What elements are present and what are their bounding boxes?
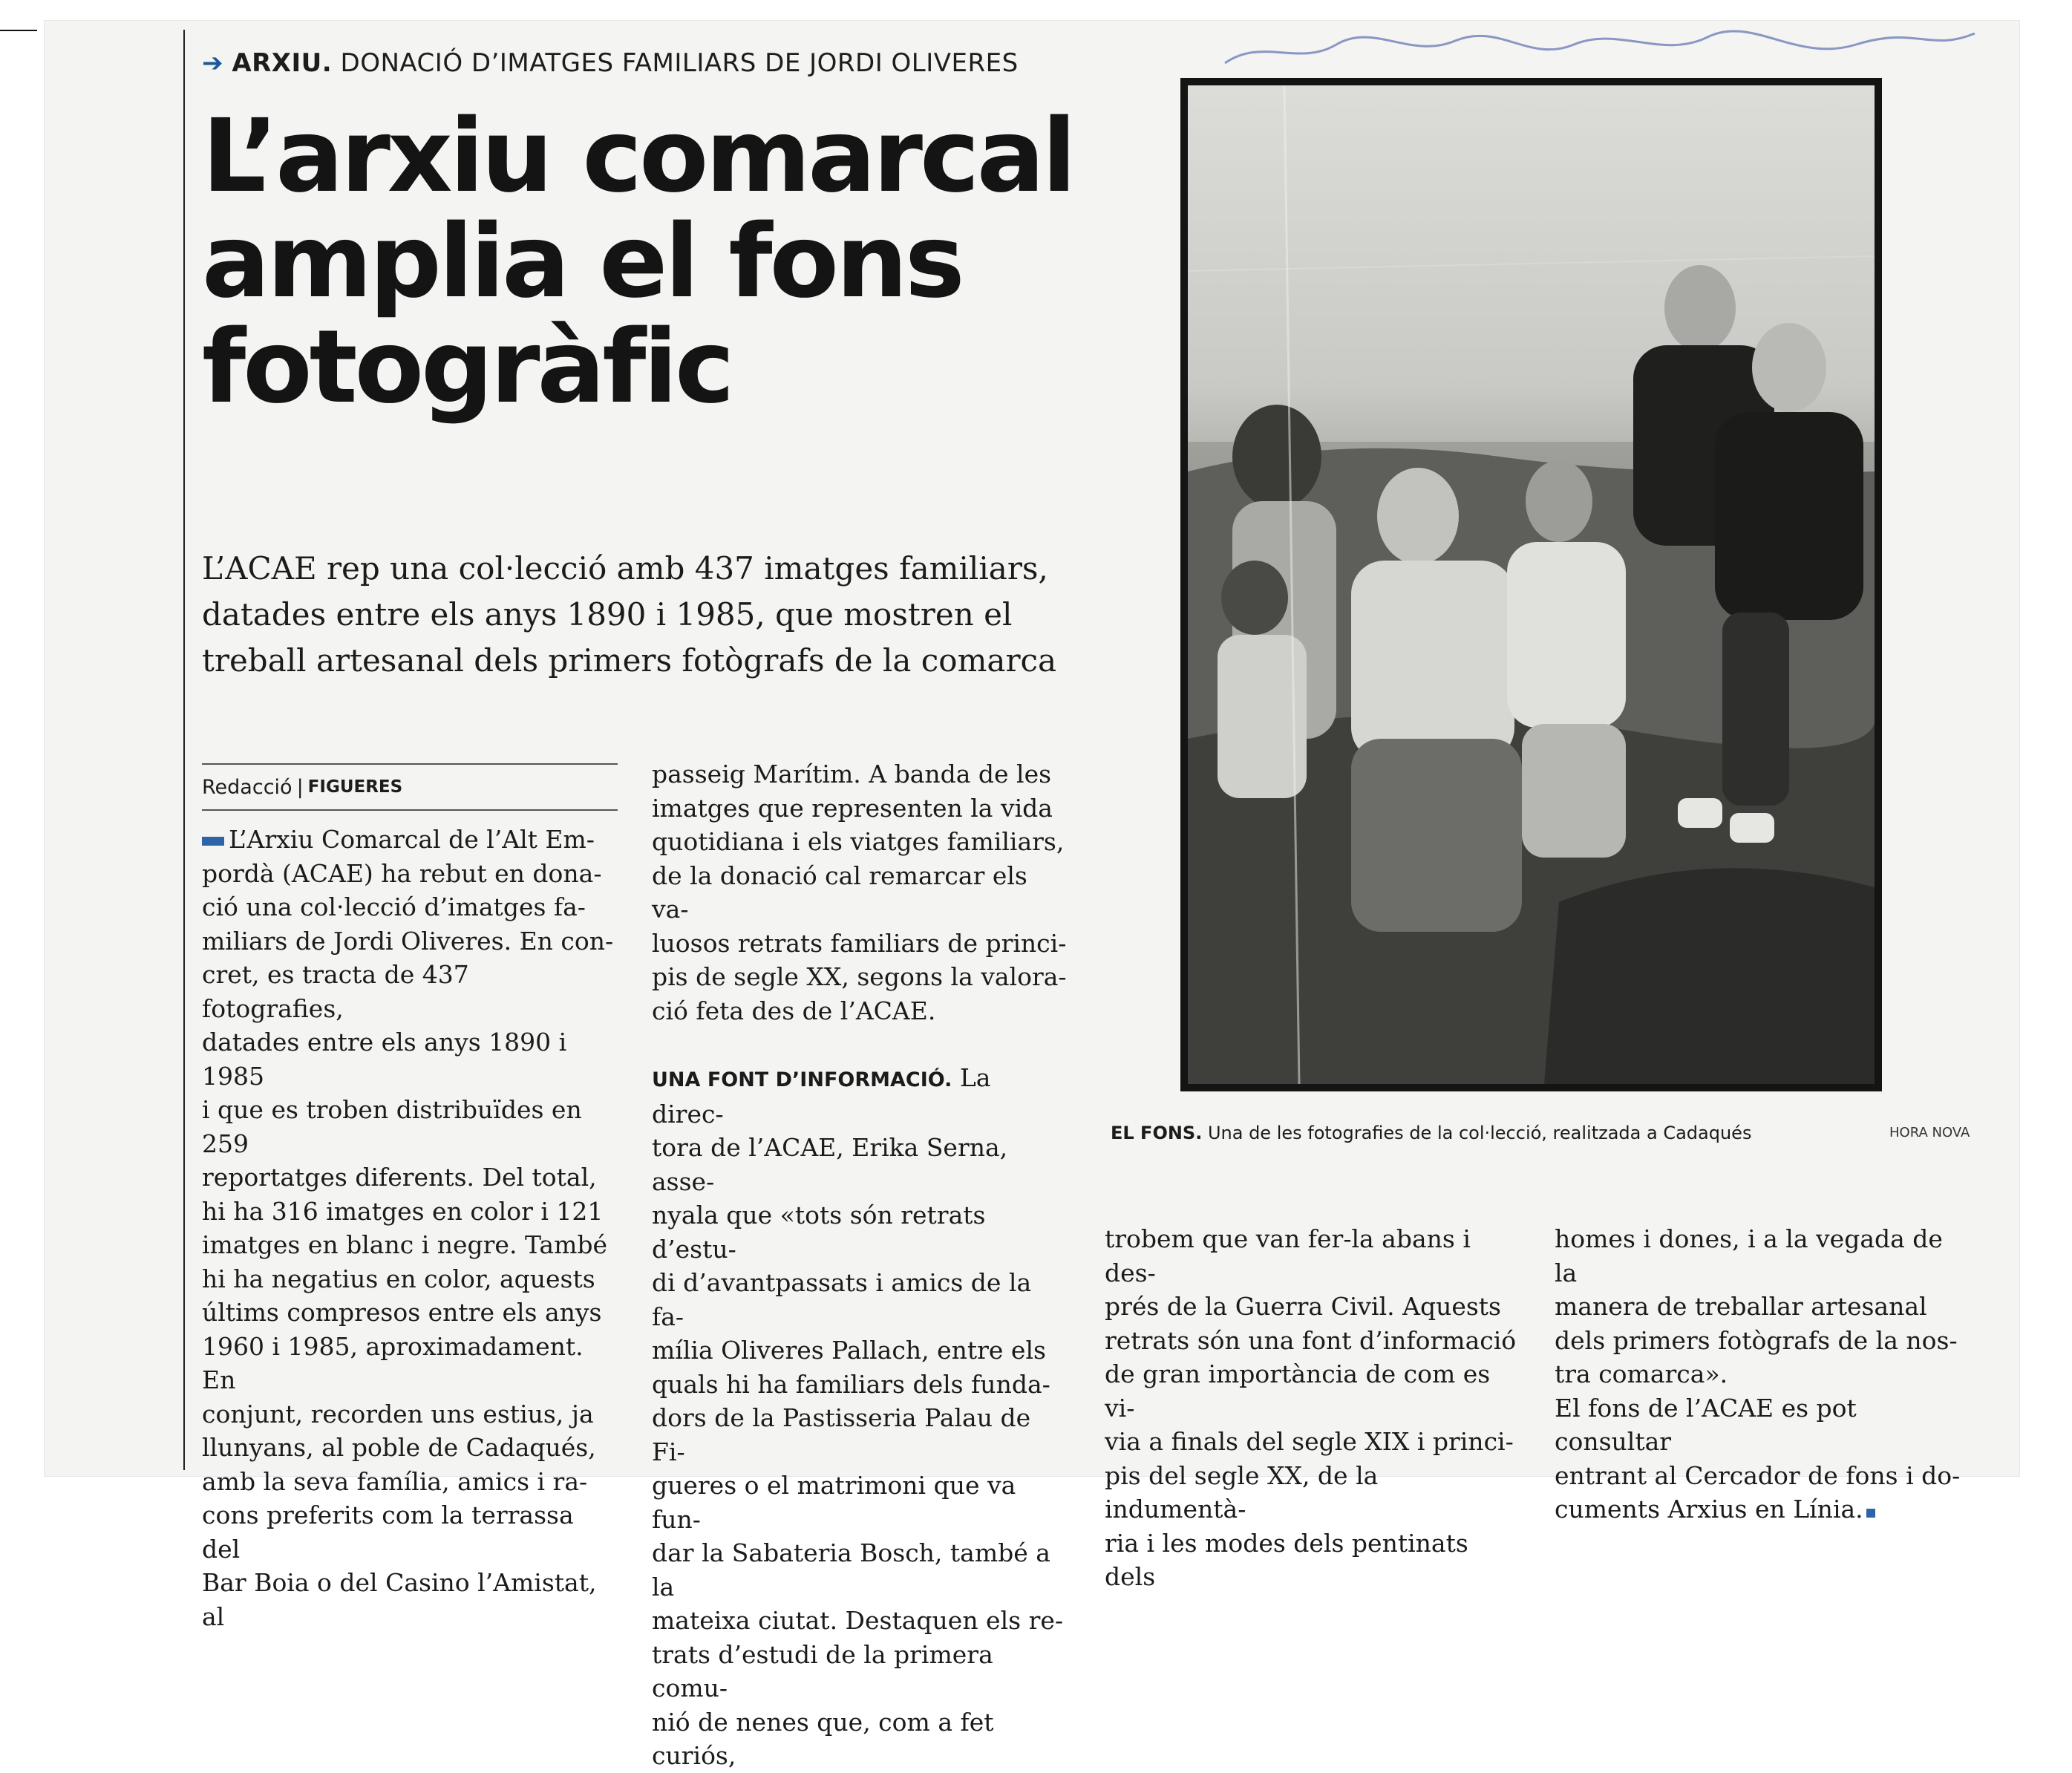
standfirst: L’ACAE rep una col·lecció amb 437 imatges familiars, datades entre els anys 1890 i 1985, que mostren el treball artesanal dels primers fotògrafs de la comarca: [202, 550, 1057, 679]
body-col2-bottom: La direc- tora de l’ACAE, Erika Serna, asse- nyala que «tots són retrats d’estu- di d’avantpassats i amics de la fa- mília Oliveres Pallach, entre els quals hi ha familiars dels funda- dors de la Pastisseria Palau de Fi- gueres o el matrimoni que va fun- dar la Sabateria Bosch, també a la mateixa ciutat. Destaquen els re- trats d’estudi de la primera comu- nió de nenes que, com a fet curiós,: [652, 1063, 1064, 1770]
caption-label: EL FONS.: [1111, 1123, 1203, 1143]
byline: [202, 763, 618, 811]
photo-caption: [1111, 1123, 1972, 1143]
byline-separator: |: [296, 775, 304, 799]
body-column-4: [1555, 1222, 1970, 1527]
scan-edge-mark: [0, 30, 37, 31]
headline-line-3: fotogràfic: [202, 309, 732, 426]
headline-line-2: amplia el fons: [202, 203, 962, 321]
family-photograph-illustration: [1188, 85, 1875, 1084]
body-col4-text-b: El fons de l’ACAE es pot consultar entrant al Cercador de fons i do- cuments Arxius en Línia.: [1555, 1393, 1961, 1524]
body-column-2: [652, 757, 1068, 1773]
kicker: [202, 48, 1019, 78]
headline: [202, 98, 1115, 426]
lead-marker-icon: [202, 837, 224, 846]
arrow-icon: ➔: [202, 48, 223, 78]
body-col3-text: trobem que van fer-la abans i des- prés de la Guerra Civil. Aquests retrats són una font d’informació de gran importància de com es vi- via a finals del segle XIX i princi- pis del segle XX, de la indumentà- ria i les modes dels pentinats dels: [1105, 1224, 1517, 1591]
body-column-1: [202, 823, 618, 1633]
body-column-3: [1105, 1222, 1520, 1594]
photo-credit: HORA NOVA: [1889, 1125, 1970, 1140]
body-col4-text-a: homes i dones, i a la vegada de la manera de treballar artesanal dels primers fotògrafs de la nos- tra comarca».: [1555, 1224, 1958, 1388]
byline-place: FIGUERES: [307, 777, 403, 797]
byline-author: Redacció: [202, 775, 293, 799]
headline-line-1: L’arxiu comarcal: [202, 98, 1074, 215]
caption-text: Una de les fotografies de la col·lecció, realitzada a Cadaqués: [1202, 1123, 1752, 1143]
kicker-topic: DONACIÓ D’IMATGES FAMILIARS DE JORDI OLIVERES: [340, 48, 1019, 78]
body-col2-top: passeig Marítim. A banda de les imatges que representen la vida quotidiana i els viatges familiars, de la donació cal remarcar els va- luosos retrats familiars de princi- pis de segle XX, segons la valora- ció feta des de l’ACAE.: [652, 760, 1067, 1025]
body-col1-text: L’Arxiu Comarcal de l’Alt Em- pordà (ACAE) ha rebut en dona- ció una col·lecció d’imatges fa- miliars de Jordi Oliveres. En con- cret, es tracta de 437 fotografies, datades entre els anys 1890 i 1985 i que es troben distribuïdes en 259 reportatges diferents. Del total, hi ha 316 imatges en color i 121 imatges en blanc i negre. També hi ha negatius en color, aquests últims compresos entre els anys 1960 i 1985, aproximadament. En conjunt, recorden uns estius, ja llunyans, al poble de Cadaqués, amb la seva família, amics i ra- cons preferits com la terrassa del Bar Boia o del Casino l’Amistat, al: [202, 825, 614, 1631]
kicker-section: ARXIU.: [232, 48, 333, 78]
end-mark-icon: [1866, 1509, 1875, 1518]
column-rule: [183, 30, 185, 1470]
subhead: UNA FONT D’INFORMACIÓ.: [652, 1068, 952, 1091]
handwritten-scribble: [1218, 22, 1982, 74]
family-photograph: [1188, 85, 1875, 1084]
